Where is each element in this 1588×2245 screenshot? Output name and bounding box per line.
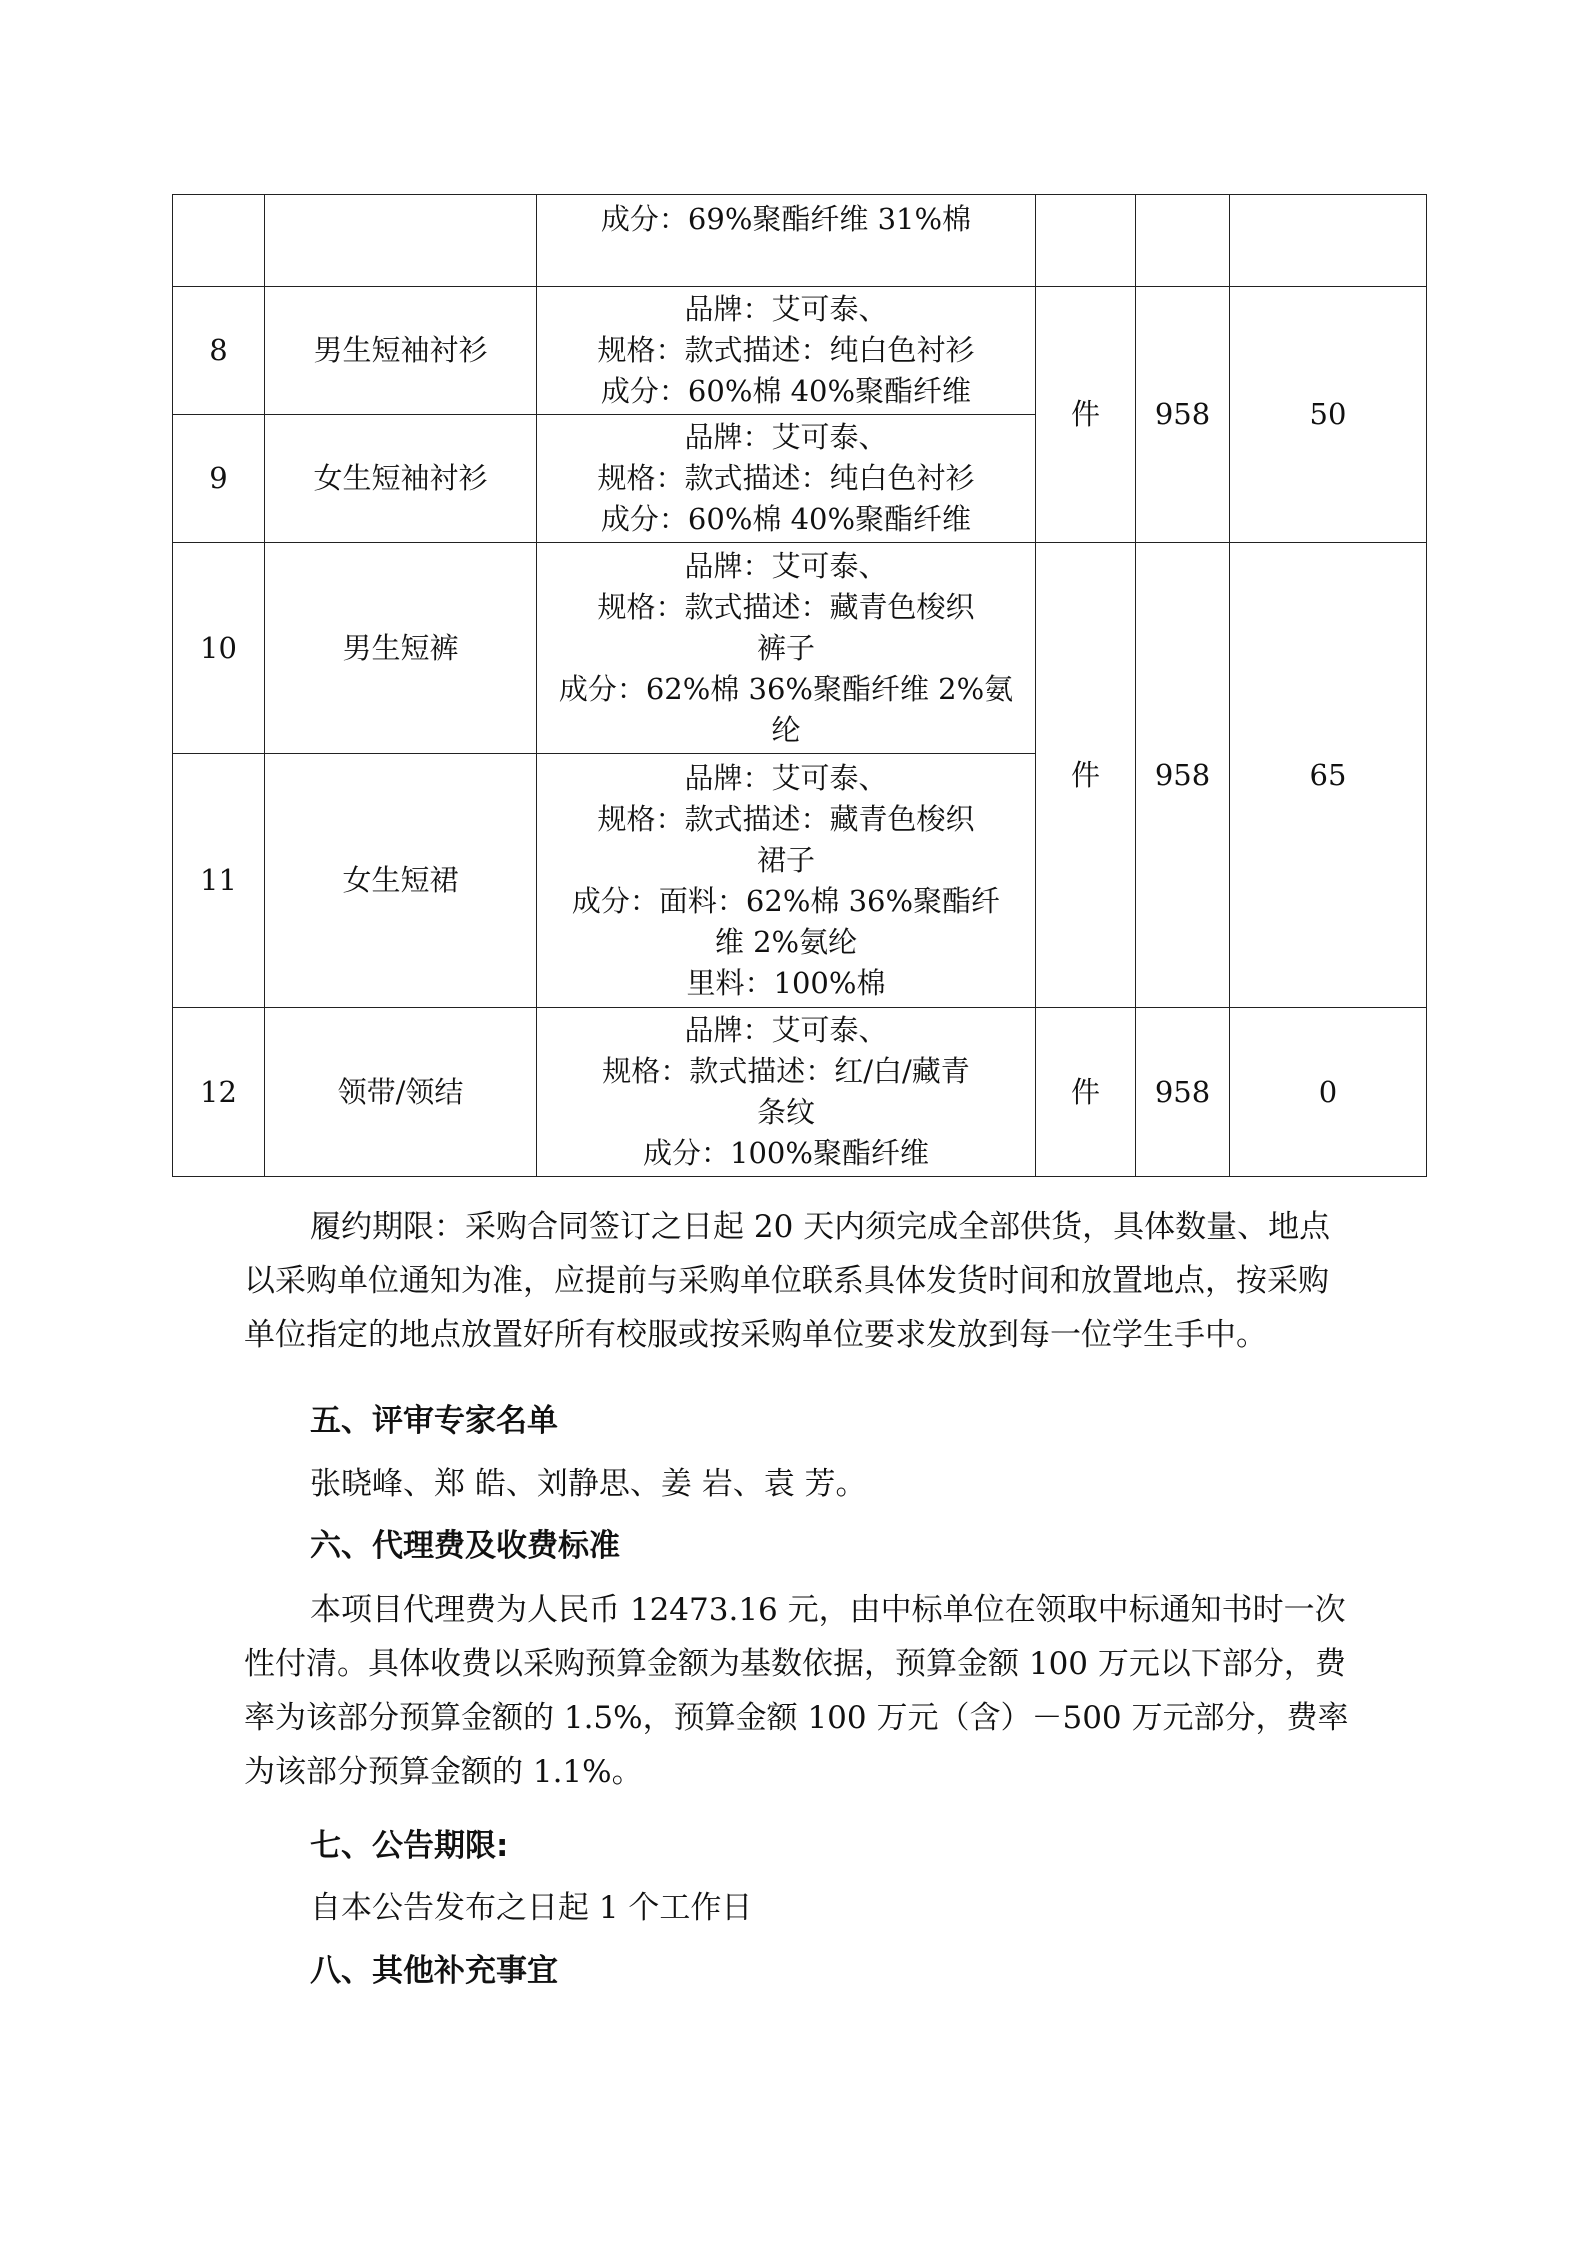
item-name: 领带/领结 [265,1008,537,1177]
spec-line: 裙子 [756,842,815,877]
row-number: 8 [173,287,265,415]
table-row [173,1008,1427,1177]
row-number: 10 [173,543,265,754]
row-number: 11 [173,754,265,1008]
spec-line: 里料：100%棉 [686,965,886,1000]
row-number [173,195,265,287]
spec-line: 条纹 [756,1095,815,1129]
paragraph-line: 率为该部分预算金额的 1.5%，预算金额 100 万元（含）－500 万元部分，费率 [244,1700,1349,1736]
item-spec [537,543,1036,754]
section-heading: 七、公告期限: [310,1828,509,1864]
qty-cell: 958 [1136,287,1230,543]
price-cell: 65 [1230,543,1427,1008]
price-cell: 50 [1230,287,1427,543]
spec-line: 品牌：艾可泰、 [684,420,888,454]
spec-line: 维 2%氨纶 [714,924,858,959]
row-number: 9 [173,415,265,543]
spec-line: 规格：款式描述：藏青色梭织 [597,589,975,624]
table-row [173,543,1427,754]
paragraph-line: 性付清。具体收费以采购预算金额为基数依据，预算金额 100 万元以下部分，费 [244,1646,1346,1682]
spec-line: 品牌：艾可泰、 [684,548,888,583]
spec-line: 品牌：艾可泰、 [684,1013,888,1047]
items-table [172,194,1427,1177]
section-heading: 五、评审专家名单 [310,1403,558,1439]
qty-cell [1136,195,1230,287]
qty-cell: 958 [1136,1008,1230,1177]
spec-line: 裤子 [756,630,815,665]
unit-cell: 件 [1036,1008,1136,1177]
item-name: 男生短袖衬衫 [265,287,537,415]
item-spec [537,1008,1036,1177]
unit-cell [1036,195,1136,287]
spec-line: 品牌：艾可泰、 [684,292,888,326]
item-spec [537,415,1036,543]
item-spec [537,195,1036,287]
price-cell: 0 [1230,1008,1427,1177]
paragraph-line: 以采购单位通知为准，应提前与采购单位联系具体发货时间和放置地点，按采购 [244,1263,1329,1299]
item-name: 女生短袖衬衫 [265,415,537,543]
unit-cell: 件 [1036,287,1136,543]
item-name [265,195,537,287]
spec-line: 品牌：艾可泰、 [684,760,888,795]
spec-line: 规格：款式描述：纯白色衬衫 [597,461,975,495]
price-cell [1230,195,1427,287]
section-heading: 八、其他补充事宜 [310,1953,558,1989]
performance-paragraph [244,1200,1354,1362]
item-spec [537,754,1036,1008]
spec-line: 规格：款式描述：藏青色梭织 [597,801,975,836]
spec-line: 成分：60%棉 40%聚酯纤维 [600,502,972,536]
table-row [173,195,1427,287]
expert-list: 张晓峰、郑 皓、刘静思、姜 岩、袁 芳。 [310,1466,867,1502]
section-heading: 六、代理费及收费标准 [310,1528,620,1564]
spec-line: 成分：62%棉 36%聚酯纤维 2%氨 [558,671,1014,706]
table-row [173,287,1427,415]
spec-line: 成分：100%聚酯纤维 [643,1136,929,1170]
qty-cell: 958 [1136,543,1230,1008]
spec-line: 规格：款式描述：红/白/藏青 [602,1054,970,1088]
item-name: 男生短裤 [265,543,537,754]
item-name: 女生短裙 [265,754,537,1008]
paragraph-line: 本项目代理费为人民币 12473.16 元，由中标单位在领取中标通知书时一次 [310,1592,1346,1628]
unit-cell: 件 [1036,543,1136,1008]
paragraph-line: 为该部分预算金额的 1.1%。 [244,1754,643,1790]
paragraph-line: 履约期限：采购合同签订之日起 20 天内须完成全部供货，具体数量、地点 [310,1209,1331,1245]
row-number: 12 [173,1008,265,1177]
notice-period-text: 自本公告发布之日起 1 个工作日 [310,1890,753,1926]
spec-line: 成分：69%聚酯纤维 31%棉 [600,202,972,236]
item-spec [537,287,1036,415]
fee-paragraph [244,1583,1354,1799]
spec-line: 成分：60%棉 40%聚酯纤维 [600,374,972,408]
spec-line: 纶 [771,712,801,747]
spec-line: 成分：面料：62%棉 36%聚酯纤 [571,883,1001,918]
spec-line: 规格：款式描述：纯白色衬衫 [597,333,975,367]
paragraph-line: 单位指定的地点放置好所有校服或按采购单位要求发放到每一位学生手中。 [244,1317,1267,1353]
